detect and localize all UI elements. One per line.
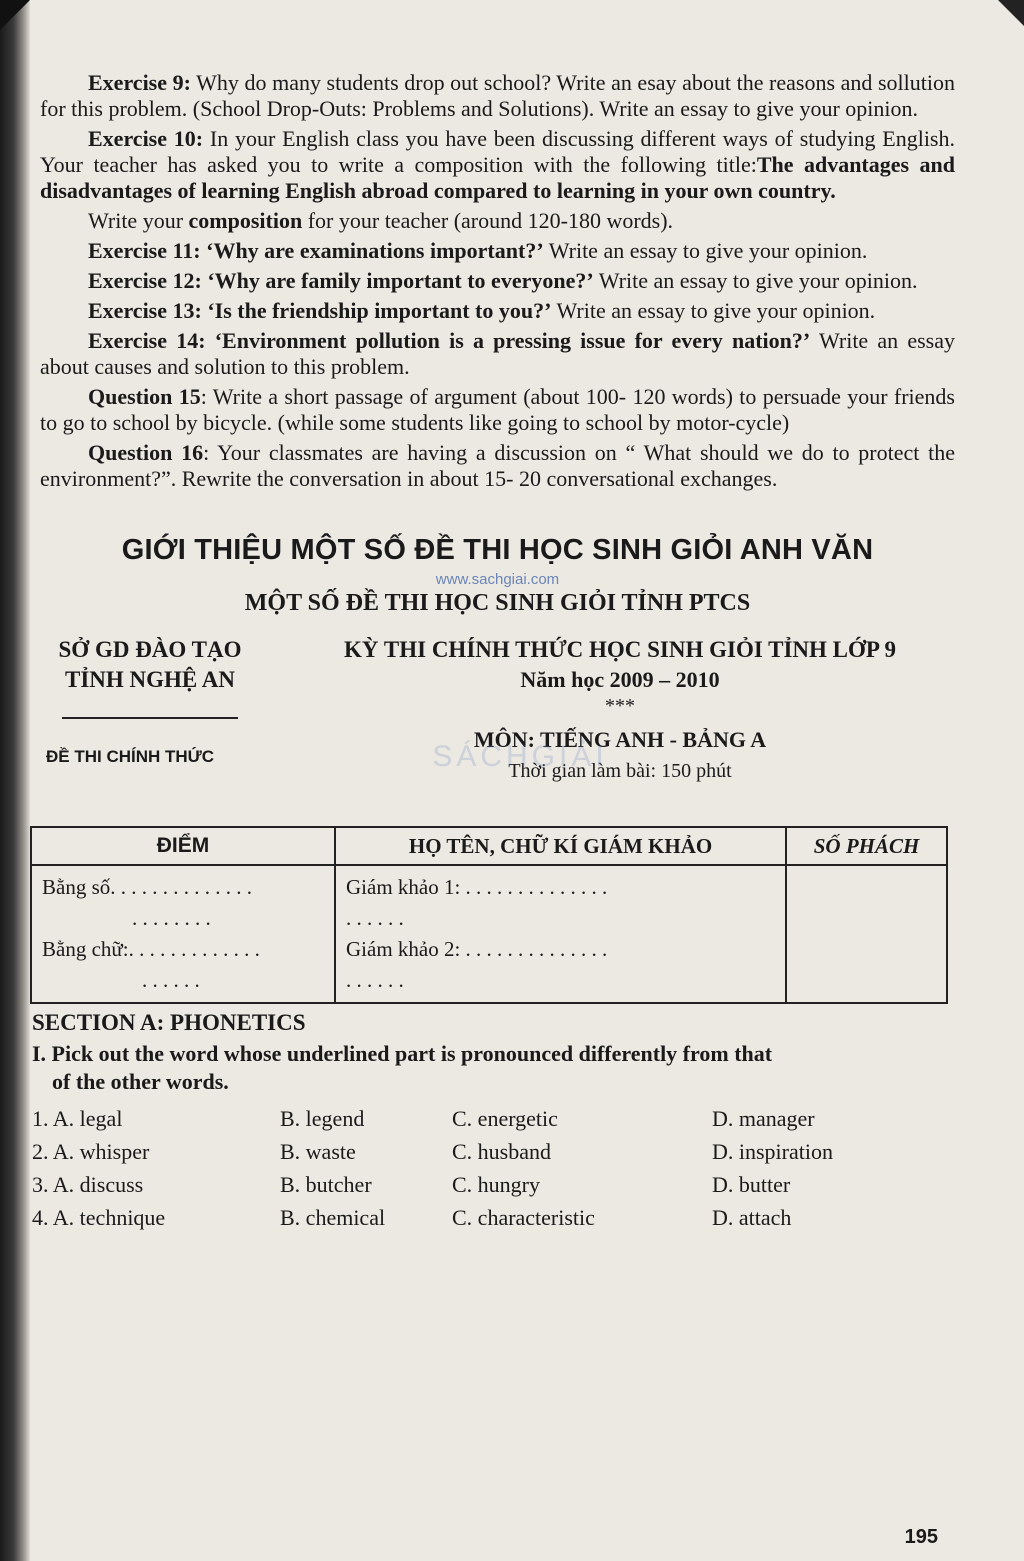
section-title: SECTION A: PHONETICS [32, 1010, 306, 1035]
watermark-logo: SÁCHGIẢI [432, 740, 608, 773]
list-item: 4. A. technique B. chemical C. characteristic D. attach [32, 1205, 792, 1230]
table-row [31, 865, 947, 1003]
department-line-2: TỈNH NGHỆ AN [65, 667, 235, 692]
score-cell [31, 865, 335, 1003]
header-code: SỐ PHÁCH [786, 827, 947, 865]
divider-rule [62, 717, 238, 719]
instruction-line-1: I. Pick out the word whose underlined part is pronounced differently from that [32, 1041, 773, 1066]
exercise-11: Exercise 11: ‘Why are examinations important?’ Write an essay to give your opinion. [88, 238, 868, 263]
exercise-10: Exercise 10: In your English class you have been discussing different ways of studying English. Your teacher has asked you to write a composition with the following title:The advantages and disadvantages of learning English abroad compared to learning in your own country. [40, 126, 955, 203]
examiner-2: Giám khảo 2: . . . . . . . . . . . . . . [346, 937, 608, 961]
header-score: ĐIỂM [31, 827, 335, 865]
page-corner-top-left [0, 0, 30, 30]
instruction [32, 1040, 955, 1096]
code-cell [786, 865, 947, 1003]
examiner-1: Giám khảo 1: . . . . . . . . . . . . . . [346, 875, 608, 899]
score-table [30, 826, 948, 1004]
question-15: Question 15: Write a short passage of argument (about 100- 120 words) to persuade your friends to go to school by bicycle. (while some students like going to school by motor-cycle) [40, 384, 955, 435]
exercise-13: Exercise 13: ‘Is the friendship important to you?’ Write an essay to give your opinion. [88, 298, 876, 323]
list-item: 2. A. whisper B. waste C. husband D. inspiration [32, 1139, 833, 1164]
score-in-numbers-cont: . . . . . . . . [132, 906, 211, 930]
table-header-row [31, 827, 947, 865]
examiners-cell [335, 865, 786, 1003]
sub-heading: MỘT SỐ ĐỀ THI HỌC SINH GIỎI TỈNH PTCS [244, 590, 751, 616]
list-item: 1. A. legal B. legend C. energetic D. manager [32, 1106, 815, 1131]
section-heading: GIỚI THIỆU MỘT SỐ ĐỀ THI HỌC SINH GIỎI ANH VĂN [121, 534, 874, 566]
list-item: 3. A. discuss B. butcher C. hungry D. butter [32, 1172, 791, 1197]
exam-title: KỲ THI CHÍNH THỨC HỌC SINH GIỎI TỈNH LỚP 9 [344, 637, 896, 662]
exercise-12: Exercise 12: ‘Why are family important to everyone?’ Write an essay to give your opinion. [88, 268, 918, 293]
header-examiners: HỌ TÊN, CHỮ KÍ GIÁM KHẢO [335, 827, 786, 865]
page-number: 195 [904, 1526, 938, 1548]
instruction-line-2: of the other words. [52, 1069, 229, 1094]
stars-separator: *** [605, 695, 635, 717]
watermark-url: www.sachgiai.com [435, 571, 560, 588]
options-list [32, 1102, 955, 1234]
exercise-10-instruction: Write your composition for your teacher (around 120-180 words). [88, 208, 674, 233]
school-year: Năm học 2009 – 2010 [520, 667, 720, 692]
score-in-numbers: Bằng số. . . . . . . . . . . . . . [42, 875, 252, 899]
examiner-2-cont: . . . . . . [346, 968, 404, 992]
department-line-1: SỞ GD ĐÀO TẠO [58, 637, 242, 662]
duration: Thời gian làm bài: 150 phút [508, 760, 732, 782]
exercise-14: Exercise 14: ‘Environment pollution is a pressing issue for every nation?’ Write an essay about causes and solution to this problem. [40, 328, 955, 379]
exercise-9: Exercise 9: Why do many students drop out school? Write an esay about the reasons and sollution for this problem. (School Drop-Outs: Problems and Solutions). Write an essay to give your opinion. [40, 70, 955, 121]
exam-header [40, 635, 955, 820]
book-spine-shadow [0, 0, 30, 1561]
score-in-words-cont: . . . . . . [142, 968, 200, 992]
score-in-words: Bằng chữ:. . . . . . . . . . . . . [42, 937, 260, 961]
page-corner-top-right [998, 0, 1024, 26]
official-exam-label: ĐỀ THI CHÍNH THỨC [46, 747, 215, 766]
department-block [50, 635, 250, 695]
question-16: Question 16: Your classmates are having a discussion on “ What should we do to protect the environment?”. Rewrite the conversation in about 15- 20 conversational exchanges. [40, 440, 955, 491]
subject: MÔN: TIẾNG ANH - BẢNG A [473, 727, 767, 752]
examiner-1-cont: . . . . . . [346, 906, 404, 930]
book-page [32, 70, 955, 1234]
